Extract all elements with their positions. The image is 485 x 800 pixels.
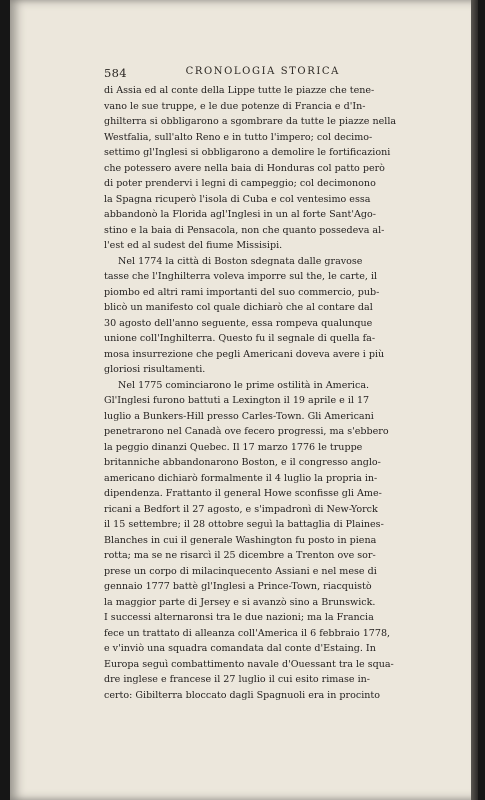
text-line: e v'inviò una squadra comandata dal conte d'Estaing. In — [104, 643, 376, 654]
text-line: la peggio dinanzi Quebec. Il 17 marzo 1776 le truppe — [104, 441, 363, 453]
text-line: ghilterra si obbligarono a sgombrare da tutte le piazze nella — [104, 116, 397, 127]
page-edge-shadow — [471, 0, 478, 800]
text-line: di Assia ed al conte della Lippe tutte le piazze che tene- — [104, 85, 375, 96]
text-line: luglio a Bunkers-Hill presso Carles-Town. Gli Americani — [104, 410, 374, 422]
text-line: l'est ed al sudest del fiume Missisipi. — [104, 240, 283, 251]
text-line: piombo ed altri rami importanti del suo commercio, pub- — [104, 286, 380, 298]
text-line: dipendenza. Frattanto il general Howe sconfisse gli Ame- — [104, 488, 382, 499]
text-line: americano dichiarò formalmente il 4 luglio la propria in- — [104, 472, 378, 484]
text-line: unione coll'Inghilterra. Questo fu il segnale di quella fa- — [104, 333, 376, 344]
text-line: abbandonò la Florida agl'Inglesi in un al forte Sant'Ago- — [104, 209, 376, 220]
text-line: il 15 settembre; il 28 ottobre seguì la battaglia di Plaines- — [104, 519, 384, 530]
text-line: Nel 1775 cominciarono le prime ostilità in America. — [118, 379, 370, 391]
text-line: certo: Gibilterra bloccato dagli Spagnuoli era in procinto — [104, 689, 380, 701]
text-line: mosa insurrezione che pegli Americani doveva avere i più — [104, 348, 385, 360]
paragraph-1775 — [104, 378, 394, 704]
text-line: penetrarono nel Canadà ove fecero progressi, ma s'ebbero — [104, 426, 389, 437]
text-line: Europa seguì combattimento navale d'Ouessant tra le squa- — [104, 658, 394, 670]
text-line: britanniche abbandonarono Boston, e il congresso anglo- — [104, 457, 381, 468]
text-line: di poter prendervi i legni di campeggio; col decimonono — [104, 178, 376, 189]
text-line: vano le sue truppe, e le due potenze di Francia e d'In- — [104, 100, 366, 112]
text-line: stino e la baia di Pensacola, non che quanto possedeva al- — [104, 224, 385, 236]
text-line: Gl'Inglesi furono battuti a Lexington il 19 aprile e il 17 — [104, 395, 370, 406]
running-head — [104, 66, 340, 80]
text-line: fece un trattato di alleanza coll'America il 6 febbraio 1778, — [104, 627, 391, 639]
text-line: gennaio 1777 battè gl'Inglesi a Prince-Town, riacquistò — [104, 581, 372, 592]
text-line: Nel 1774 la città di Boston sdegnata dalle gravose — [118, 255, 363, 267]
text-line: Blanches in cui il generale Washington fu posto in piena — [104, 534, 377, 546]
paragraph-1774 — [104, 254, 385, 378]
text-line: gloriosi risultamenti. — [104, 364, 206, 375]
text-line: Westfalia, sull'alto Reno e in tutto l'impero; col decimo- — [104, 131, 373, 143]
text-line: tasse che l'Inghilterra voleva imporre sul the, le carte, il — [104, 271, 378, 282]
text-line: la maggior parte di Jersey e si avanzò sino a Brunswick. — [104, 596, 376, 608]
page-number: 584 — [104, 66, 127, 80]
text-line: settimo gl'Inglesi si obbligarono a demolire le fortificazioni — [104, 147, 391, 158]
text-line: 30 agosto dell'anno seguente, essa rompeva qualunque — [104, 317, 373, 329]
paragraph-continuation — [104, 83, 397, 254]
text-line: che potessero avere nella baia di Honduras col patto però — [104, 162, 385, 174]
running-title: CRONOLOGIA STORICA — [185, 66, 340, 77]
text-line: I successi alternaronsi tra le due nazioni; ma la Francia — [104, 612, 374, 623]
text-line: la Spagna ricuperò l'isola di Cuba e col ventesimo essa — [104, 193, 371, 205]
text-line: blicò un manifesto col quale dichiarò che al contare dal — [104, 302, 373, 313]
text-line: dre inglese e francese il 27 luglio il cui esito rimase in- — [104, 674, 371, 685]
text-line: rotta; ma se ne risarcì il 25 dicembre a Trenton ove sor- — [104, 550, 376, 561]
body-text — [104, 83, 397, 703]
text-line: prese un corpo di milacinquecento Assiani e nel mese di — [104, 565, 377, 577]
text-line: ricani a Bedfort il 27 agosto, e s'impadronì di New-Yorck — [104, 503, 378, 515]
